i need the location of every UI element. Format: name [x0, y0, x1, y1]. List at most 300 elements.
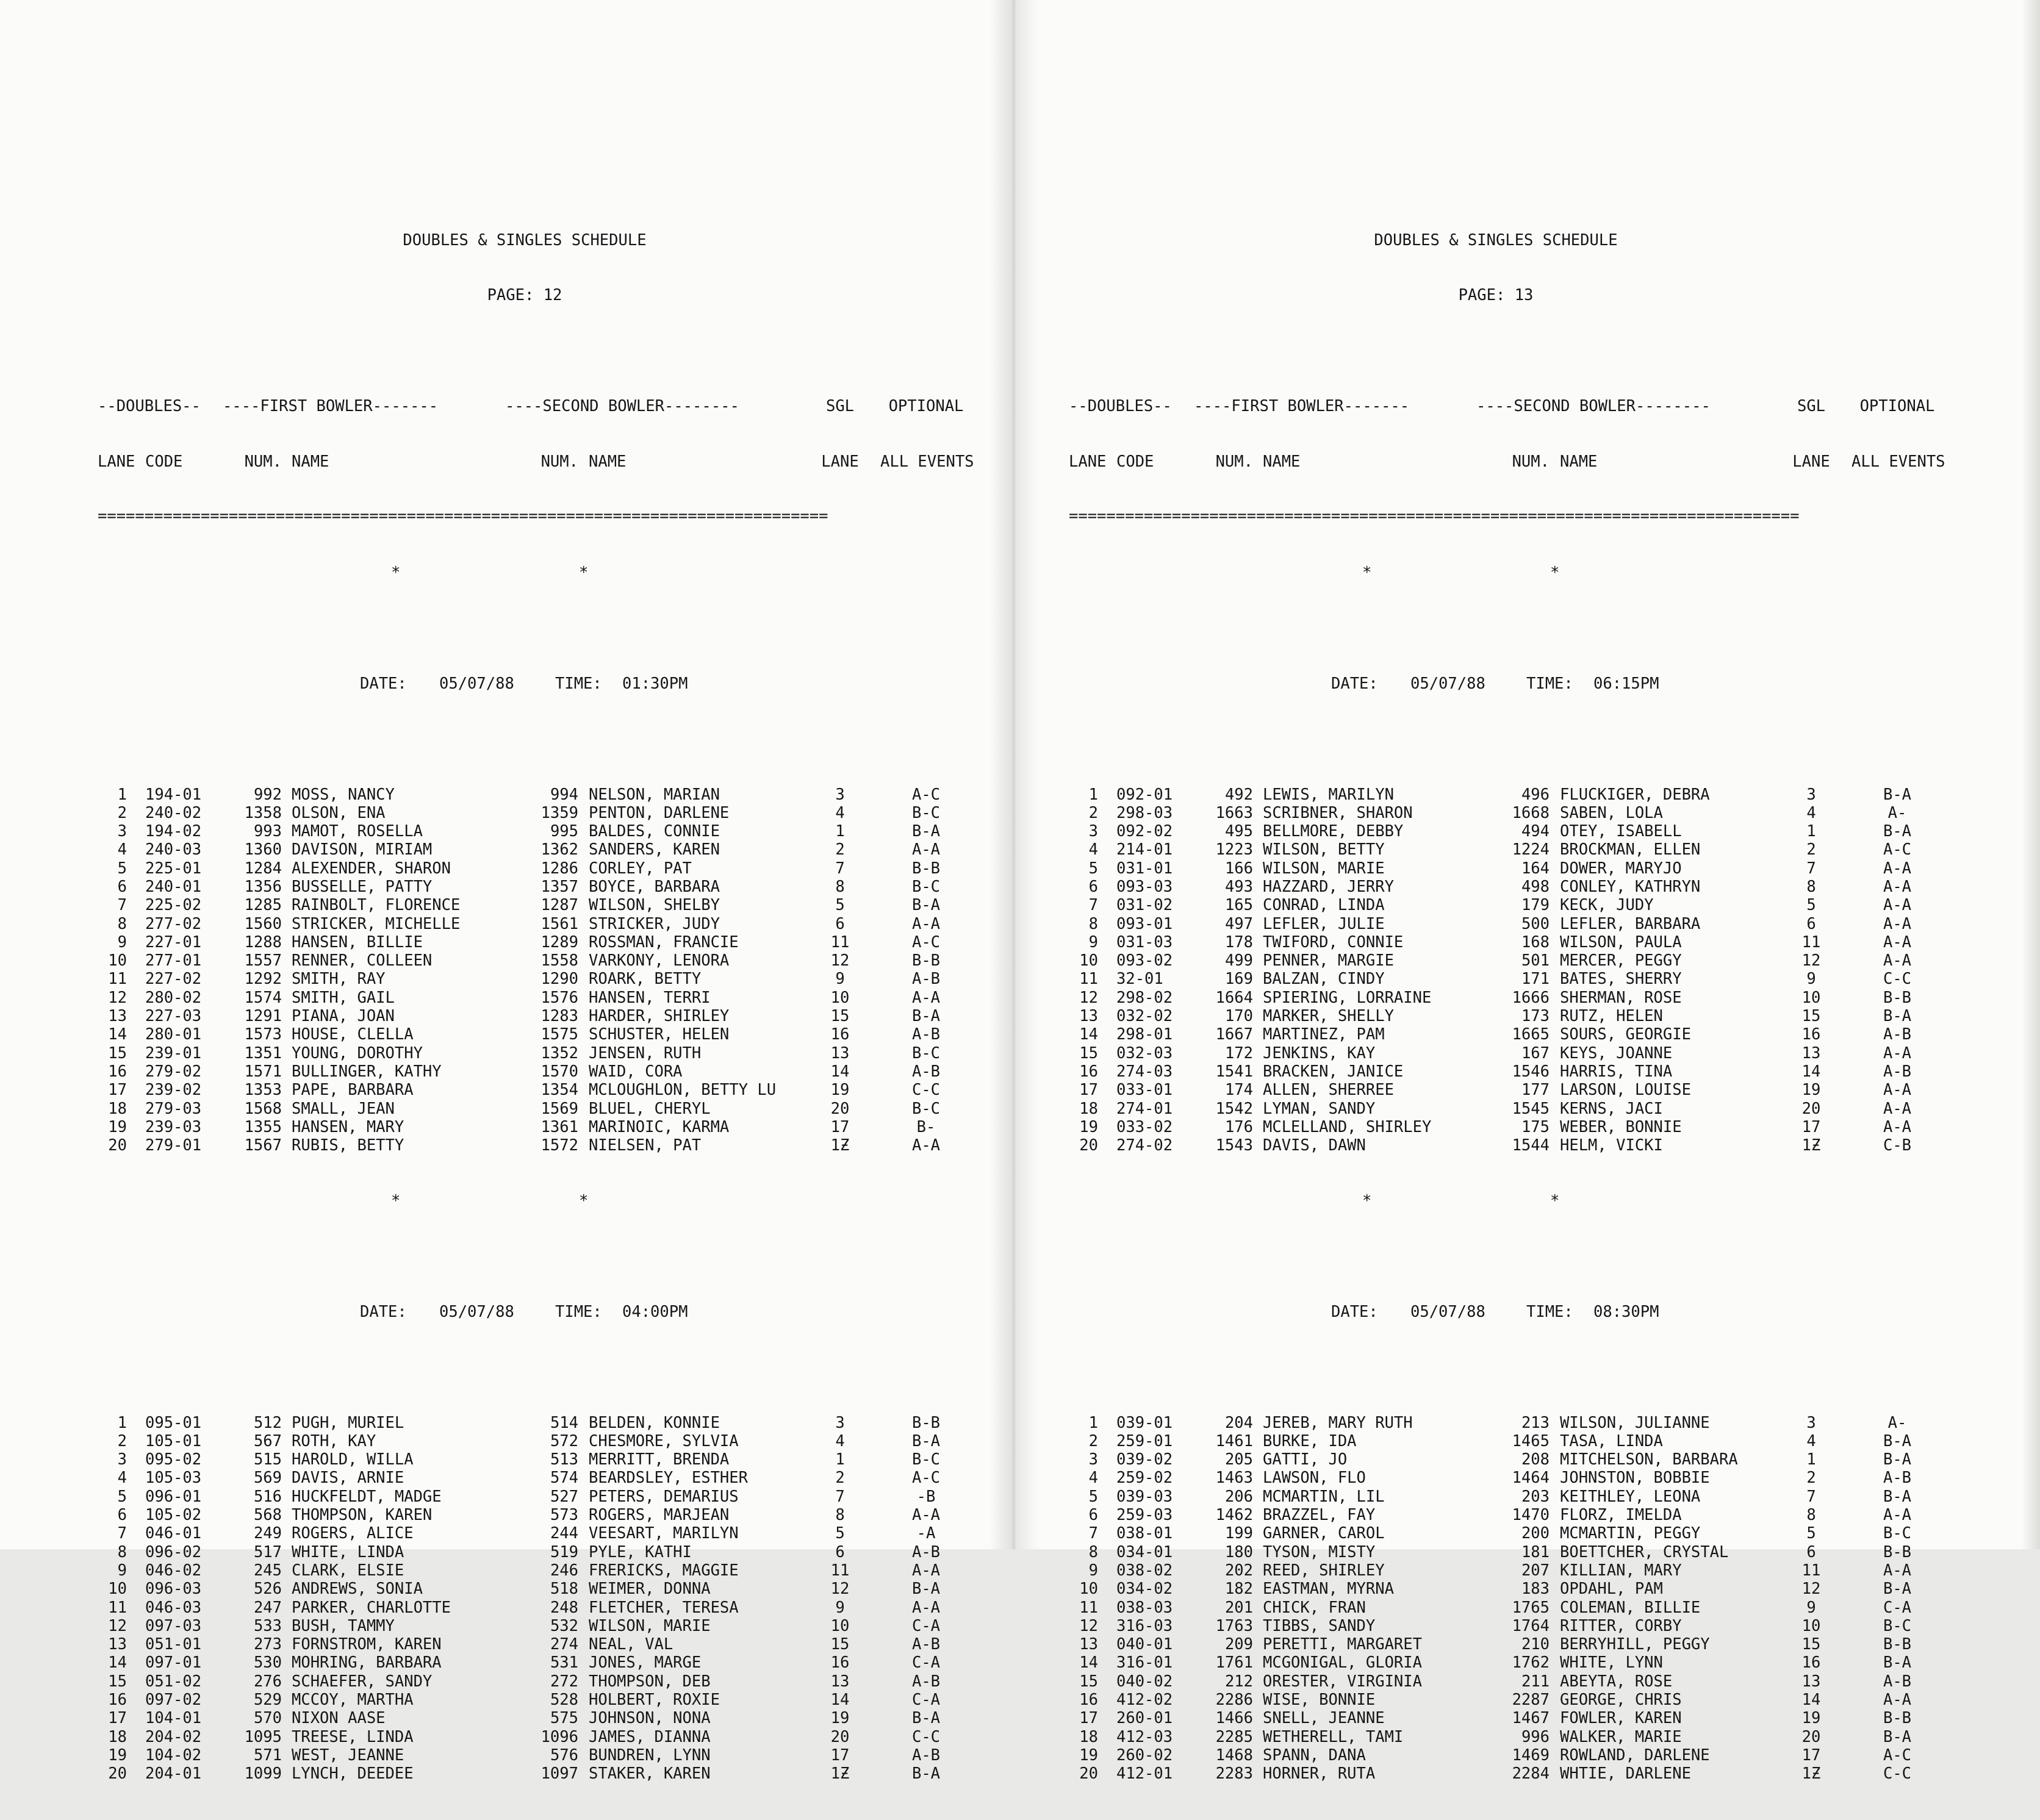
- page-number: PAGE: 12: [487, 286, 562, 305]
- second-bowler-number: 1362: [541, 840, 578, 859]
- num1-header: NUM.: [1215, 453, 1253, 471]
- second-bowler-name: WEIMER, DONNA: [589, 1580, 711, 1599]
- second-bowler-name: CONLEY, KATHRYN: [1560, 877, 1701, 896]
- singles-lane: 20: [830, 1727, 850, 1746]
- all-events-code: C-A: [911, 1653, 941, 1672]
- table-row: [98, 1709, 976, 1727]
- all-events-code: A-A: [1883, 951, 1912, 970]
- first-bowler-name: SPIERING, LORRAINE: [1263, 988, 1432, 1007]
- second-bowler-number: 207: [1521, 1561, 1550, 1580]
- first-bowler-number: 1358: [244, 803, 282, 822]
- all-events-code: A-A: [1883, 1099, 1912, 1118]
- column-header-row-1: [98, 397, 976, 415]
- second-bowler-name: NIELSEN, PAT: [589, 1136, 702, 1155]
- singles-lane: 6: [835, 914, 845, 933]
- second-bowler-number: 183: [1521, 1580, 1550, 1599]
- second-bowler-name: JAMES, DIANNA: [589, 1727, 711, 1746]
- doubles-code: 093-03: [1116, 877, 1173, 896]
- singles-lane: 13: [1801, 1044, 1821, 1062]
- second-bowler-name: KERNS, JACI: [1560, 1099, 1663, 1118]
- table-row: [98, 1044, 976, 1062]
- first-bowler-name: LEWIS, MARILYN: [1263, 785, 1394, 804]
- second-bowler-name: MITCHELSON, BARBARA: [1560, 1450, 1738, 1469]
- lane-number: 8: [117, 1542, 127, 1561]
- second-bowler-name: JONES, MARGE: [589, 1653, 702, 1672]
- doubles-code: 031-02: [1116, 896, 1173, 915]
- second-bowler-name: KECK, JUDY: [1560, 896, 1654, 915]
- lane-number: 14: [1079, 1653, 1098, 1672]
- second-bowler-number: 213: [1521, 1413, 1550, 1432]
- star-marker: *: [1550, 1192, 1560, 1211]
- table-row: [98, 1672, 976, 1691]
- all-events-code: B-A: [1883, 1450, 1912, 1469]
- first-bowler-name: ORESTER, VIRGINIA: [1263, 1672, 1422, 1691]
- session-time: 01:30PM: [622, 674, 688, 693]
- first-bowler-name: DAVISON, MIRIAM: [292, 840, 433, 859]
- first-bowler-name: HANSEN, MARY: [292, 1117, 404, 1136]
- second-bowler-number: 531: [550, 1653, 578, 1672]
- first-bowler-number: 1573: [244, 1025, 282, 1044]
- table-row: [98, 878, 976, 896]
- first-bowler-number: 530: [253, 1653, 282, 1672]
- second-bowler-number: 203: [1521, 1487, 1550, 1506]
- second-bowler-name: JOHNSON, NONA: [589, 1709, 711, 1728]
- lane-number: 6: [1088, 877, 1098, 896]
- doubles-code: 097-03: [145, 1616, 202, 1635]
- table-row: [98, 1599, 976, 1617]
- table-row: [98, 1746, 976, 1764]
- singles-lane: 17: [830, 1117, 850, 1136]
- second-bowler-name: HARDER, SHIRLEY: [589, 1007, 730, 1026]
- second-bowler-number: 1359: [541, 803, 578, 822]
- all-events-code: A-A: [1883, 1117, 1912, 1136]
- doubles-code: 104-02: [145, 1746, 202, 1764]
- first-bowler-name: DAVIS, ARNIE: [292, 1469, 404, 1488]
- singles-lane: 7: [1806, 859, 1816, 878]
- singles-lane: 13: [830, 1044, 850, 1062]
- table-row: [1069, 1506, 1947, 1524]
- table-row: [1069, 1136, 1947, 1155]
- sgl-lane-header: LANE: [1792, 453, 1830, 471]
- lane-number: 17: [1079, 1081, 1098, 1100]
- doubles-code: 227-02: [145, 970, 202, 989]
- second-bowler-number: 528: [550, 1691, 578, 1710]
- table-row: [1069, 933, 1947, 951]
- singles-lane: 3: [835, 1413, 845, 1432]
- all-events-code: B-C: [911, 1450, 941, 1469]
- singles-lane: 15: [830, 1635, 850, 1654]
- first-bowler-number: 2283: [1215, 1764, 1253, 1783]
- first-bowler-number: 204: [1224, 1413, 1253, 1432]
- table-row: [1069, 1450, 1947, 1469]
- lane-number: 12: [1079, 1616, 1098, 1635]
- first-bowler-number: 1466: [1215, 1709, 1253, 1728]
- first-bowler-number: 1664: [1215, 988, 1253, 1007]
- singles-lane: 4: [1806, 1431, 1816, 1450]
- first-bowler-number: 2285: [1215, 1727, 1253, 1746]
- second-bowler-name: HARRIS, TINA: [1560, 1062, 1673, 1081]
- singles-lane: 12: [1801, 1580, 1821, 1599]
- singles-lane: 3: [1806, 1413, 1816, 1432]
- second-bowler-number: 171: [1521, 970, 1550, 989]
- first-bowler-name: PAPE, BARBARA: [292, 1081, 414, 1100]
- doubles-code: 214-01: [1116, 840, 1173, 859]
- table-row: [1069, 1561, 1947, 1580]
- singles-lane: 7: [835, 1487, 845, 1506]
- column-header-row-1: [1069, 397, 1947, 415]
- first-bowler-number: 202: [1224, 1561, 1253, 1580]
- lane-number: 18: [108, 1099, 127, 1118]
- second-bowler-number: 248: [550, 1598, 578, 1617]
- first-bowler-number: 180: [1224, 1542, 1253, 1561]
- second-bowler-name: BUNDREN, LYNN: [589, 1746, 711, 1764]
- session-date: 05/07/88: [1410, 1302, 1485, 1321]
- singles-lane: 11: [830, 933, 850, 951]
- doubles-code: 105-03: [145, 1469, 202, 1488]
- singles-lane: 5: [1806, 896, 1816, 915]
- table-row: [1069, 1691, 1947, 1709]
- first-bowler-number: 1291: [244, 1007, 282, 1026]
- session-date: 05/07/88: [439, 1302, 514, 1321]
- first-bowler-name: MCMARTIN, LIL: [1263, 1487, 1385, 1506]
- first-bowler-name: BRAZZEL, FAY: [1263, 1506, 1376, 1525]
- second-bowler-number: 1762: [1512, 1653, 1550, 1672]
- second-bowler-number: 573: [550, 1506, 578, 1525]
- session-heading: [1069, 1303, 1947, 1321]
- lane-number: 13: [108, 1635, 127, 1654]
- lane-number: 7: [117, 896, 127, 915]
- singles-lane: 8: [835, 1506, 845, 1525]
- all-events-code: A-: [1887, 1413, 1907, 1432]
- first-bowler-name: LAWSON, FLO: [1263, 1469, 1366, 1488]
- second-bowler-number: 1666: [1512, 988, 1550, 1007]
- first-bowler-number: 273: [253, 1635, 282, 1654]
- all-events-code: A-B: [911, 1062, 941, 1081]
- second-bowler-number: 1096: [541, 1727, 578, 1746]
- doubles-code: 031-03: [1116, 933, 1173, 951]
- table-row: [98, 804, 976, 822]
- singles-lane: 9: [1806, 970, 1816, 989]
- session-date: 05/07/88: [1410, 674, 1485, 693]
- lane-number: 17: [108, 1709, 127, 1728]
- lane-number: 1: [1088, 1413, 1098, 1432]
- first-bowler-name: WISE, BONNIE: [1263, 1691, 1376, 1710]
- first-bowler-name: DAVIS, DAWN: [1263, 1136, 1366, 1155]
- doubles-code: 32-01: [1116, 970, 1163, 989]
- singles-lane: 19: [830, 1081, 850, 1100]
- lane-number: 11: [108, 970, 127, 989]
- second-bowler-name: LEFLER, BARBARA: [1560, 914, 1701, 933]
- doubles-code: 240-01: [145, 877, 202, 896]
- table-row: [98, 989, 976, 1007]
- all-events-code: B-A: [1883, 822, 1912, 841]
- first-bowler-name: WILSON, BETTY: [1263, 840, 1385, 859]
- table-row: [1069, 786, 1947, 804]
- lane-number: 15: [108, 1672, 127, 1691]
- date-label: DATE:: [360, 1302, 407, 1321]
- first-bowler-name: ANDREWS, SONIA: [292, 1580, 423, 1599]
- doubles-code: 105-01: [145, 1431, 202, 1450]
- all-events-code: A-A: [911, 1561, 941, 1580]
- lane-number: 9: [1088, 933, 1098, 951]
- all-events-code: B-A: [1883, 1727, 1912, 1746]
- table-row: [98, 1118, 976, 1136]
- second-bowler-name: FLETCHER, TERESA: [589, 1598, 739, 1617]
- doubles-code: 316-01: [1116, 1653, 1173, 1672]
- all-events-header: ALL EVENTS: [1851, 453, 1945, 471]
- table-row: [1069, 1653, 1947, 1672]
- lane-number: 17: [1079, 1709, 1098, 1728]
- second-bowler-name: CHESMORE, SYLVIA: [589, 1431, 739, 1450]
- first-bowler-number: 169: [1224, 970, 1253, 989]
- doubles-code: 259-03: [1116, 1506, 1173, 1525]
- lane-number: 8: [1088, 914, 1098, 933]
- first-bowler-number: 515: [253, 1450, 282, 1469]
- first-bowler-name: TWIFORD, CONNIE: [1263, 933, 1404, 951]
- all-events-code: -A: [916, 1524, 936, 1543]
- first-bowler-number: 992: [253, 785, 282, 804]
- singles-lane: 1Ƶ: [830, 1136, 850, 1155]
- first-bowler-name: BULLINGER, KATHY: [292, 1062, 442, 1081]
- lane-number: 2: [117, 803, 127, 822]
- first-bowler-number: 499: [1224, 951, 1253, 970]
- singles-lane: 5: [835, 1524, 845, 1543]
- second-bowler-number: 164: [1521, 859, 1550, 878]
- second-bowler-number: 1575: [541, 1025, 578, 1044]
- schedule-block: [1069, 194, 1947, 1820]
- singles-lane: 19: [1801, 1081, 1821, 1100]
- doubles-code: 280-01: [145, 1025, 202, 1044]
- second-bowler-name: KEITHLEY, LEONA: [1560, 1487, 1701, 1506]
- first-bowler-number: 533: [253, 1616, 282, 1635]
- second-bowler-number: 167: [1521, 1044, 1550, 1062]
- doubles-code: 104-01: [145, 1709, 202, 1728]
- all-events-code: A-A: [1883, 933, 1912, 951]
- second-bowler-name: HOLBERT, ROXIE: [589, 1691, 720, 1710]
- second-bowler-number: 1576: [541, 988, 578, 1007]
- page-number: PAGE: 13: [1458, 286, 1534, 305]
- second-bowler-name: VARKONY, LENORA: [589, 951, 730, 970]
- second-bowler-number: 173: [1521, 1007, 1550, 1026]
- second-bowler-number: 572: [550, 1431, 578, 1450]
- lane-number: 7: [1088, 1524, 1098, 1543]
- second-bowler-number: 1765: [1512, 1598, 1550, 1617]
- lane-number: 2: [117, 1431, 127, 1450]
- second-bowler-name: ROSSMAN, FRANCIE: [589, 933, 739, 951]
- singles-lane: 5: [1806, 1524, 1816, 1543]
- first-bowler-name: SMALL, JEAN: [292, 1099, 395, 1118]
- first-bowler-number: 1560: [244, 914, 282, 933]
- first-bowler-name: BRACKEN, JANICE: [1263, 1062, 1404, 1081]
- all-events-code: A-A: [911, 1506, 941, 1525]
- second-bowler-number: 211: [1521, 1672, 1550, 1691]
- second-bowler-name: BALDES, CONNIE: [589, 822, 720, 841]
- singles-lane: 3: [835, 785, 845, 804]
- table-row: [1069, 1599, 1947, 1617]
- first-bowler-name: TREESE, LINDA: [292, 1727, 414, 1746]
- first-bowler-number: 165: [1224, 896, 1253, 915]
- doubles-code: 040-01: [1116, 1635, 1173, 1654]
- name1-header: NAME: [1263, 453, 1301, 471]
- all-events-code: B-C: [1883, 1616, 1912, 1635]
- second-bowler-name: FLUCKIGER, DEBRA: [1560, 785, 1710, 804]
- second-bowler-number: 1097: [541, 1764, 578, 1783]
- second-bowler-number: 1467: [1512, 1709, 1550, 1728]
- second-bowler-name: MERCER, PEGGY: [1560, 951, 1682, 970]
- singles-lane: 17: [830, 1746, 850, 1764]
- first-bowler-name: SPANN, DANA: [1263, 1746, 1366, 1764]
- all-events-code: B-B: [1883, 1709, 1912, 1728]
- table-row: [98, 1580, 976, 1598]
- singles-lane: 12: [830, 1580, 850, 1599]
- schedule-title: DOUBLES & SINGLES SCHEDULE: [403, 231, 647, 249]
- second-bowler-name: MCMARTIN, PEGGY: [1560, 1524, 1701, 1543]
- first-bowler-number: 212: [1224, 1672, 1253, 1691]
- first-bowler-number: 1567: [244, 1136, 282, 1155]
- table-row: [98, 1007, 976, 1025]
- first-bowler-number: 1571: [244, 1062, 282, 1081]
- second-bowler-number: 210: [1521, 1635, 1550, 1654]
- second-bowler-number: 1470: [1512, 1506, 1550, 1525]
- time-label: TIME:: [555, 1302, 602, 1321]
- second-bowler-name: OPDAHL, PAM: [1560, 1580, 1663, 1599]
- doubles-code: 046-03: [145, 1598, 202, 1617]
- all-events-code: B-A: [1883, 785, 1912, 804]
- first-bowler-number: 993: [253, 822, 282, 841]
- all-events-code: A-B: [1883, 1025, 1912, 1044]
- all-events-code: C-A: [1883, 1598, 1912, 1617]
- second-bowler-name: PETERS, DEMARIUS: [589, 1487, 739, 1506]
- doubles-code: 227-01: [145, 933, 202, 951]
- table-row: [1069, 1062, 1947, 1081]
- lane-number: 9: [117, 933, 127, 951]
- first-bowler-number: 245: [253, 1561, 282, 1580]
- first-bowler-name: LYMAN, SANDY: [1263, 1099, 1376, 1118]
- doubles-code: 096-03: [145, 1580, 202, 1599]
- first-bowler-name: GATTI, JO: [1263, 1450, 1348, 1469]
- first-bowler-name: ROTH, KAY: [292, 1431, 376, 1450]
- session-time: 06:15PM: [1593, 674, 1659, 693]
- all-events-code: B-A: [911, 1431, 941, 1450]
- second-bowler-name: JENSEN, RUTH: [589, 1044, 702, 1062]
- doubles-code: 260-02: [1116, 1746, 1173, 1764]
- second-bowler-number: 181: [1521, 1542, 1550, 1561]
- second-bowler-number: 576: [550, 1746, 578, 1764]
- first-bowler-name: HAZZARD, JERRY: [1263, 877, 1394, 896]
- first-bowler-name: MCCOY, MARTHA: [292, 1691, 414, 1710]
- singles-lane: 20: [1801, 1099, 1821, 1118]
- singles-lane: 16: [830, 1653, 850, 1672]
- singles-lane: 1: [1806, 1450, 1816, 1469]
- doubles-code: 051-01: [145, 1635, 202, 1654]
- first-bowler-name: EASTMAN, MYRNA: [1263, 1580, 1394, 1599]
- lane-number: 20: [108, 1136, 127, 1155]
- first-bowler-name: SMITH, GAIL: [292, 988, 395, 1007]
- first-bowler-number: 512: [253, 1413, 282, 1432]
- first-bowler-name: SNELL, JEANNE: [1263, 1709, 1385, 1728]
- time-label: TIME:: [1526, 674, 1573, 693]
- singles-lane: 10: [830, 1616, 850, 1635]
- all-events-code: C-C: [1883, 970, 1912, 989]
- doubles-code: 204-02: [145, 1727, 202, 1746]
- left-page: [0, 0, 1014, 1783]
- second-bowler-name: JOHNSTON, BOBBIE: [1560, 1469, 1710, 1488]
- lane-number: 7: [1088, 896, 1098, 915]
- table-row: [98, 915, 976, 933]
- lane-number: 17: [108, 1081, 127, 1100]
- first-bowler-number: 1667: [1215, 1025, 1253, 1044]
- doubles-code: 038-02: [1116, 1561, 1173, 1580]
- lane-number: 11: [1079, 1598, 1098, 1617]
- second-bowler-name: WILSON, MARIE: [589, 1616, 711, 1635]
- first-bowler-number: 517: [253, 1542, 282, 1561]
- all-events-code: A-B: [911, 970, 941, 989]
- doubles-code: 038-03: [1116, 1598, 1173, 1617]
- second-bowler-number: 246: [550, 1561, 578, 1580]
- date-label: DATE:: [360, 674, 407, 693]
- table-row: [98, 1488, 976, 1506]
- doubles-code: 031-01: [1116, 859, 1173, 878]
- doubles-code: 225-01: [145, 859, 202, 878]
- doubles-code: 260-01: [1116, 1709, 1173, 1728]
- first-bowler-name: WEST, JEANNE: [292, 1746, 404, 1764]
- first-bowler-name: BALZAN, CINDY: [1263, 970, 1385, 989]
- second-bowler-name: FLORZ, IMELDA: [1560, 1506, 1682, 1525]
- second-bowler-number: 1558: [541, 951, 578, 970]
- second-bowler-number: 2287: [1512, 1691, 1550, 1710]
- all-events-code: B-A: [911, 1007, 941, 1026]
- singles-lane: 20: [1801, 1727, 1821, 1746]
- lane-number: 19: [108, 1117, 127, 1136]
- singles-lane: 8: [1806, 877, 1816, 896]
- table-row: [1069, 1635, 1947, 1653]
- first-bowler-number: 1285: [244, 896, 282, 915]
- singles-lane: 2: [835, 840, 845, 859]
- first-bowler-number: 497: [1224, 914, 1253, 933]
- first-bowler-name: JENKINS, KAY: [1263, 1044, 1376, 1062]
- second-bowler-number: 1290: [541, 970, 578, 989]
- second-bowler-number: 1283: [541, 1007, 578, 1026]
- lane-number: 8: [117, 914, 127, 933]
- first-bowler-name: BUSH, TAMMY: [292, 1616, 395, 1635]
- lane-number: 19: [1079, 1117, 1098, 1136]
- first-bowler-number: 1099: [244, 1764, 282, 1783]
- second-bowler-number: 1465: [1512, 1431, 1550, 1450]
- singles-lane: 4: [835, 803, 845, 822]
- all-events-code: B-C: [1883, 1524, 1912, 1543]
- table-row: [1069, 1118, 1947, 1136]
- singles-lane: 16: [1801, 1025, 1821, 1044]
- second-bowler-number: 527: [550, 1487, 578, 1506]
- num1-header: NUM.: [244, 453, 282, 471]
- second-bowler-number: 501: [1521, 951, 1550, 970]
- first-bowler-number: 182: [1224, 1580, 1253, 1599]
- second-bowler-name: RUTZ, HELEN: [1560, 1007, 1663, 1026]
- first-bowler-number: 529: [253, 1691, 282, 1710]
- code-header: CODE: [145, 453, 183, 471]
- table-row: [1069, 1617, 1947, 1635]
- all-events-code: B-A: [911, 1709, 941, 1728]
- doubles-code: 032-02: [1116, 1007, 1173, 1026]
- second-bowler-number: 518: [550, 1580, 578, 1599]
- lane-number: 16: [108, 1062, 127, 1081]
- all-events-code: A-C: [911, 785, 941, 804]
- first-bowler-number: 567: [253, 1431, 282, 1450]
- second-bowler-name: STAKER, KAREN: [589, 1764, 711, 1783]
- session-time: 04:00PM: [622, 1302, 688, 1321]
- first-bowler-number: 170: [1224, 1007, 1253, 1026]
- all-events-code: A-A: [1883, 914, 1912, 933]
